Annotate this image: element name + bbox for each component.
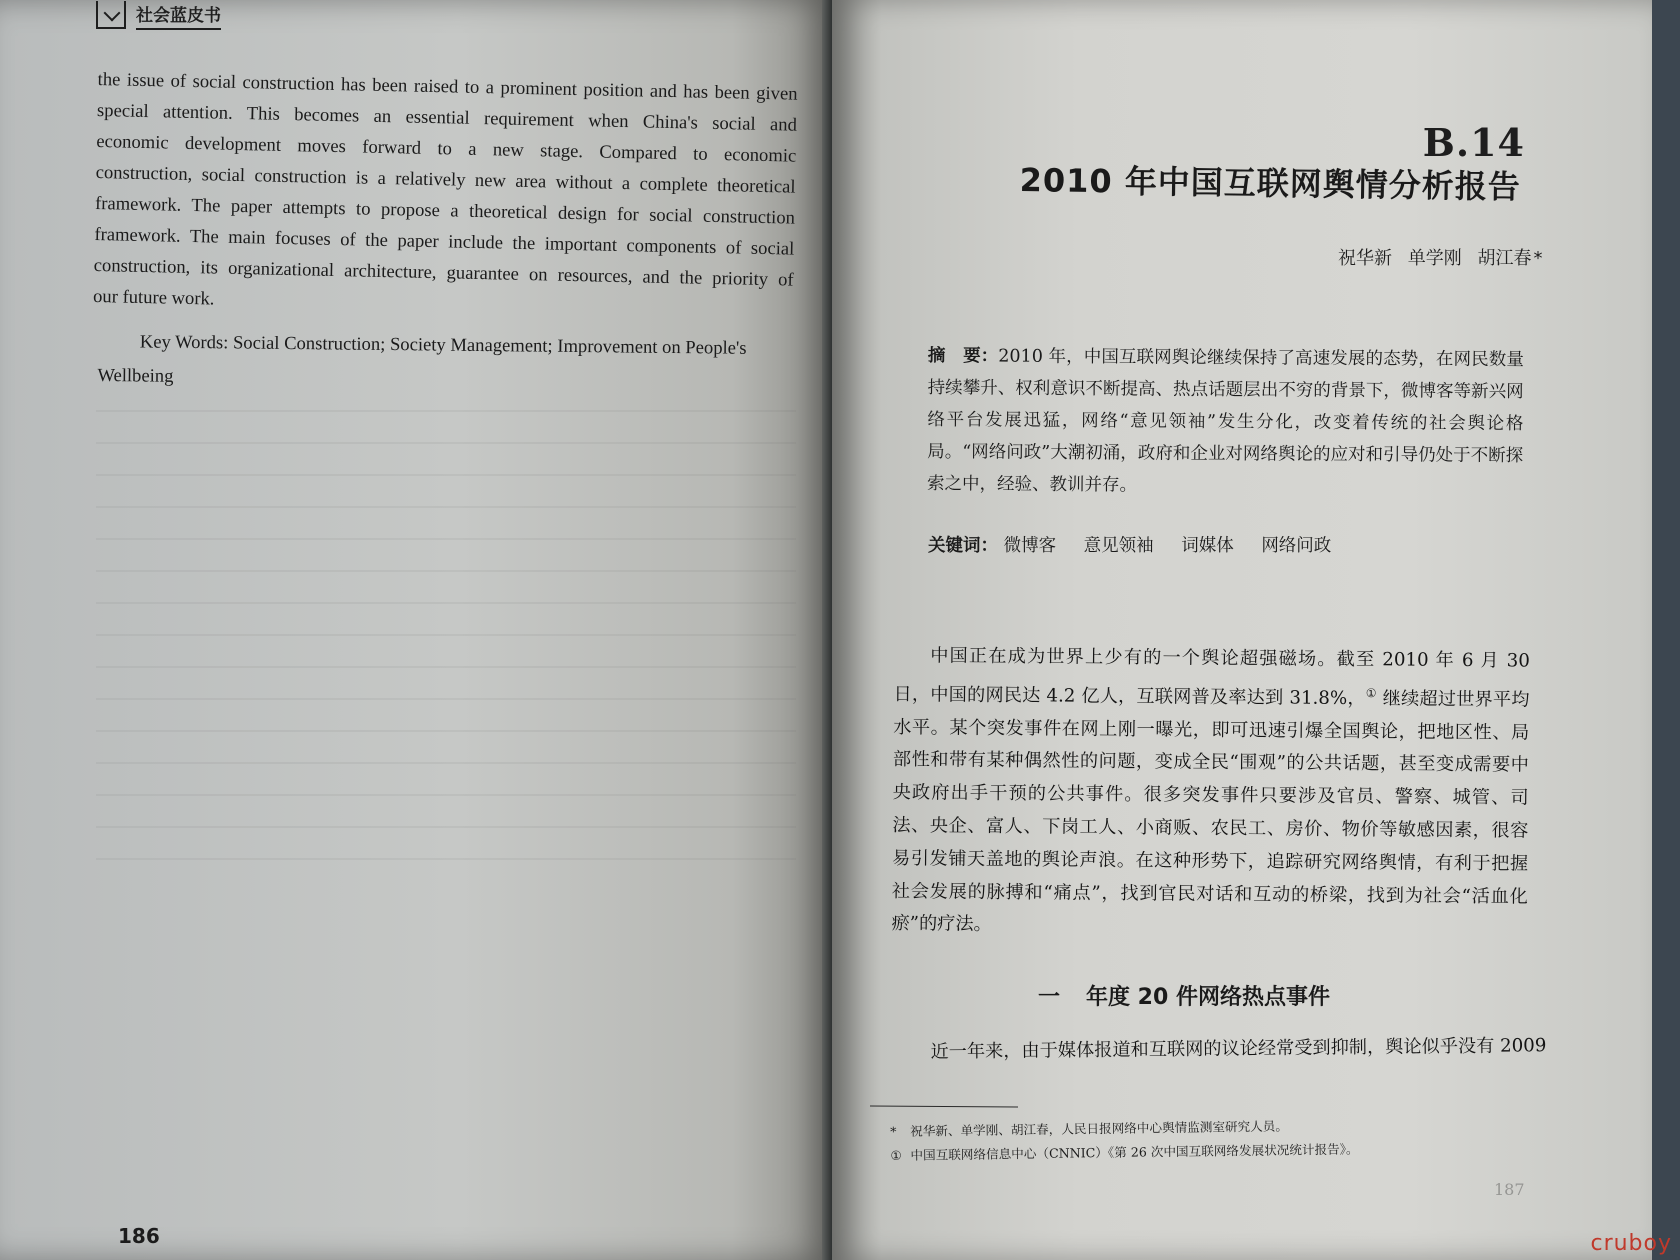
- section-heading: [1038, 980, 1330, 1011]
- chinese-abstract: [927, 340, 1524, 504]
- author-name: 单学刚: [1407, 248, 1462, 269]
- abstract-line: construction, its organizational architecture, guarantee on resources, and the priority of: [93, 254, 794, 291]
- authors: [1328, 244, 1542, 270]
- body-text: 中国正在成为世界上少有的一个舆论超强磁场。截至 2010 年 6 月 30 日，中国的网民达 4.2 亿人，互联网普及率达到 31.8%，: [893, 645, 1530, 709]
- footnotes: [890, 1112, 1451, 1168]
- footnote-reference: ①: [1365, 685, 1377, 701]
- page-number: 187: [1494, 1180, 1525, 1199]
- abstract-line: the issue of social construction has been raised to a prominent position and has been given: [97, 68, 798, 105]
- author-footnote-mark: *: [1533, 248, 1543, 269]
- keyword: 意见领袖: [1083, 536, 1154, 556]
- abstract-line: special attention. This becomes an essential requirement when China's social and: [96, 99, 798, 136]
- keywords-text: Social Construction; Society Management; Improvement on People's Wellbeing: [97, 332, 747, 387]
- chapter-title: 2010 年中国互联网舆情分析报告: [1019, 160, 1522, 206]
- left-page: [0, 0, 832, 1260]
- page-number: 186: [118, 1224, 160, 1248]
- english-abstract: [93, 64, 798, 327]
- chapter-code: B.14: [1422, 120, 1525, 165]
- running-head: [96, 0, 221, 30]
- photo-watermark: cruboy: [1590, 1231, 1672, 1256]
- section-title: 年度 20 件网络热点事件: [1086, 985, 1330, 1010]
- keyword: 词媒体: [1181, 536, 1234, 556]
- chinese-keywords: [928, 532, 1353, 557]
- abstract-line: framework. The main focuses of the paper include the important components of social: [94, 223, 795, 260]
- abstract-line: our future work.: [92, 285, 215, 310]
- body-paragraph: [891, 640, 1530, 947]
- show-through-text: [96, 410, 796, 890]
- series-title: 社会蓝皮书: [136, 1, 221, 30]
- author-name: 祝华新: [1338, 248, 1392, 269]
- author-name: 胡江春: [1477, 248, 1532, 269]
- section-number: 一: [1038, 985, 1061, 1010]
- abstract-label: 摘 要：: [927, 345, 999, 367]
- abstract-line: framework. The paper attempts to propose a theoretical design for social construction: [94, 192, 796, 229]
- footnote-text: 祝华新、单学刚、胡江春，人民日报网络中心舆情监测室研究人员。: [910, 1118, 1289, 1139]
- book-icon: [96, 1, 126, 29]
- abstract-line: construction, social construction is a relatively new area without a complete theoretical: [95, 161, 796, 198]
- footnote-text: 中国互联网络信息中心（CNNIC）《第 26 次中国互联网络发展状况统计报告》。: [910, 1141, 1359, 1163]
- body-text: 继续超过世界平均水平。某个突发事件在网上刚一曝光，即可迅速引爆全国舆论，把地区性、局部性和带有某种偶然性的问题，变成全民“围观”的公共话题，甚至变成需要中央政府出手干预的公共事件。很多突发事件只要涉及官员、警察、城管、司法、央企、富人、下岗工人、小商贩、农民工、房价、物价等敏感因素，很容易引发铺天盖地的舆论声浪。在这种形势下，追踪研究网络舆情，有利于把握社会发展的脉搏和“痛点”，找到官民对话和互动的桥梁，找到为社会“活血化瘀”的疗法。: [891, 688, 1530, 936]
- abstract-line: economic development moves forward to a new stage. Compared to economic: [96, 130, 797, 167]
- keyword: 微博客: [1003, 536, 1057, 556]
- abstract-text: 2010 年，中国互联网舆论继续保持了高速发展的态势，在网民数量持续攀升、权利意识不断提高、热点话题层出不穷的背景下，微博客等新兴网络平台发展迅猛，网络“意见领袖”发生分化，改变着传统的社会舆论格局。“网络问政”大潮初涌，政府和企业对网络舆论的应对和引导仍处于不断探索之中，经验、教训并存。: [926, 346, 1524, 496]
- keyword: 网络问政: [1261, 536, 1332, 556]
- keywords-label: 关键词：: [928, 536, 998, 556]
- keywords-label: Key Words:: [139, 331, 229, 354]
- footnote-mark: ①: [890, 1147, 902, 1163]
- english-keywords: [97, 325, 798, 400]
- body-paragraph-continued: 近一年来，由于媒体报道和互联网的议论经常受到抑制，舆论似乎没有 2009: [930, 1035, 1547, 1063]
- footnote-mark: *: [890, 1123, 897, 1139]
